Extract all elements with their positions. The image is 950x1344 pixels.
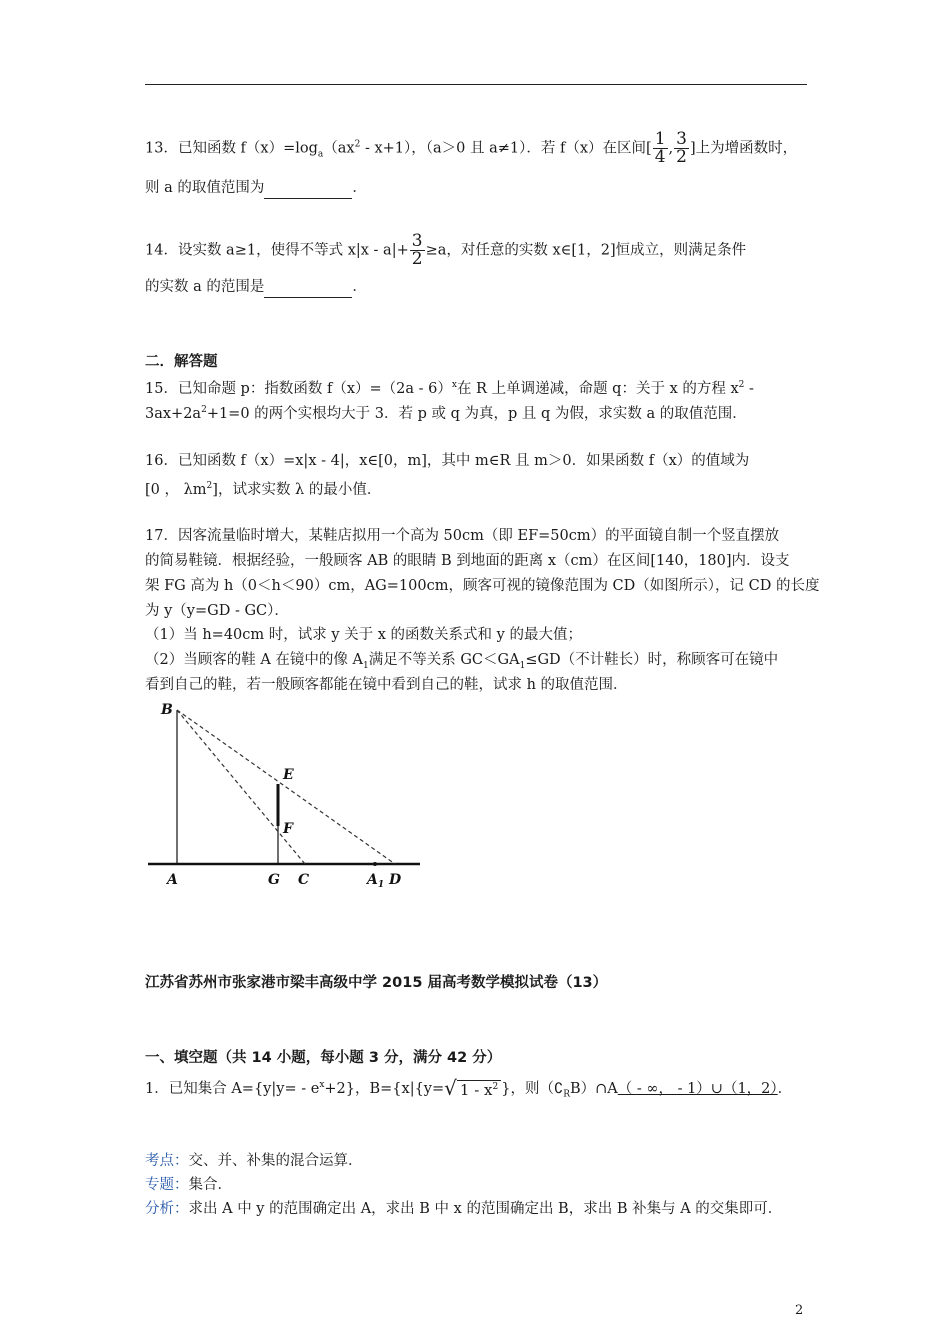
fraction-1-4: $\frac{1}{4}$ [654,129,666,167]
zhuanti-row: 专题：集合． [145,1177,232,1193]
fraction-3-2: $\frac{3}{2}$ [676,129,687,167]
section-heading-fill: 一、填空题（共 14 小题，每小题 3 分，满分 42 分） [145,1050,502,1066]
question-13-line2: 则 a 的取值范围为 ． [145,178,367,199]
fenxi-row: 分析：求出 A 中 y 的范围确定出 A，求出 B 中 x 的范围确定出 B，求出 B 补集与 A 的交集即可． [145,1201,783,1217]
kaodian-label: 考点： [145,1153,189,1169]
zhuanti-label: 专题： [145,1177,189,1193]
page-number: 2 [795,1303,804,1318]
question-17-line1: 17．因客流量临时增大，某鞋店拟用一个高为 50cm（即 EF=50cm）的平面镜自制一个竖直摆放 [145,528,780,544]
label-g: G [268,872,280,888]
label-b: B [161,702,173,718]
question-16-line2: [0 ， $\lambda m^2$]，试求实数 λ 的最小值． [145,481,382,498]
question-17-part2-line2: 看到自己的鞋，若一般顾客都能在镜中看到自己的鞋，试求 h 的取值范围． [145,677,628,693]
kaodian-row: 考点：交、并、补集的混合运算． [145,1153,363,1169]
sqrt-expression: √ $1 - x^2$ [444,1077,501,1101]
question-17-line4: 为 y（y=GD - GC）． [145,603,289,619]
mirror-geometry-figure [145,700,430,890]
header-rule [145,84,807,85]
label-c: C [298,872,310,888]
question-17-part1: （1）当 h=40cm 时，试求 y 关于 x 的函数关系式和 y 的最大值； [145,627,582,643]
section-heading-answers: 二．解答题 [145,354,218,370]
question-1: 1．已知集合 $A=\{y|y= - e^x+2\}$，B={x|{y=√ $1 - x^2$ }，则$(∁_RB)\cap A$（ - ∞， - 1）∪（1，2）． [145,1075,793,1100]
question-14-line2: 的实数 a 的范围是 ． [145,277,367,298]
exam-title: 江苏省苏州市张家港市梁丰高级中学 2015 届高考数学模拟试卷（13） [145,975,608,991]
question-16-line1: 16．已知函数 f（x）=x|x - 4|，x∈[0，m]，其中 m∈R 且 m＞0．如果函数 f（x）的值域为 [145,453,750,469]
answer-q1: （ - ∞， - 1）∪（1，2） [617,1080,778,1097]
point-a1 [373,862,377,866]
label-f: F [283,821,293,837]
question-14-line1: 14．设实数 a≥1，使得不等式 x|x - a|+ $\frac{3}{2}$ ≥a，对任意的实数 x∈[1，2]恒成立，则满足条件 [145,231,747,269]
question-17-line2: 的简易鞋镜．根据经验，一般顾客 AB 的眼睛 B 到地面的距离 x（cm）在区间[140，180]内．设支 [145,553,790,569]
answer-blank-14 [264,277,352,298]
question-17-part2-line1: （2）当顾客的鞋 A 在镜中的像 $A_1$满足不等关系 $GC<GA_1\le GD$（不计鞋长）时，称顾客可在镜中 [145,652,779,671]
question-13-line1: 13．已知函数 $f(x)=\log_a(ax^2 - x+1)$，（a＞0 且 a≠1）．若 f（x）在区间[ $\frac{1}{4}$ , $\frac{3}{2}$ ]上为增函数时， [145,129,798,167]
question-15-line2: $3ax+2a^2+1=0$ 的两个实根均大于 3．若 p 或 q 为真，p 且 q 为假，求实数 a 的取值范围． [145,405,747,422]
label-e: E [283,767,294,783]
label-d: D [389,872,402,888]
question-17-line3: 架 FG 高为 h（0＜h＜90）cm，AG=100cm，顾客可视的镜像范围为 CD（如图所示），记 CD 的长度 [145,578,820,594]
question-15-line1: 15．已知命题 p：指数函数 f（x）=（2a - 6）$^x$在 R 上单调递减，命题 q：关于 x 的方程 $x^2$ - [145,380,754,397]
fraction-3-2-q14: $\frac{3}{2}$ [411,231,423,269]
answer-blank-13 [264,178,352,199]
label-a1: $A_1$ [367,872,385,890]
fenxi-label: 分析： [145,1201,189,1217]
label-a: A [167,872,178,888]
